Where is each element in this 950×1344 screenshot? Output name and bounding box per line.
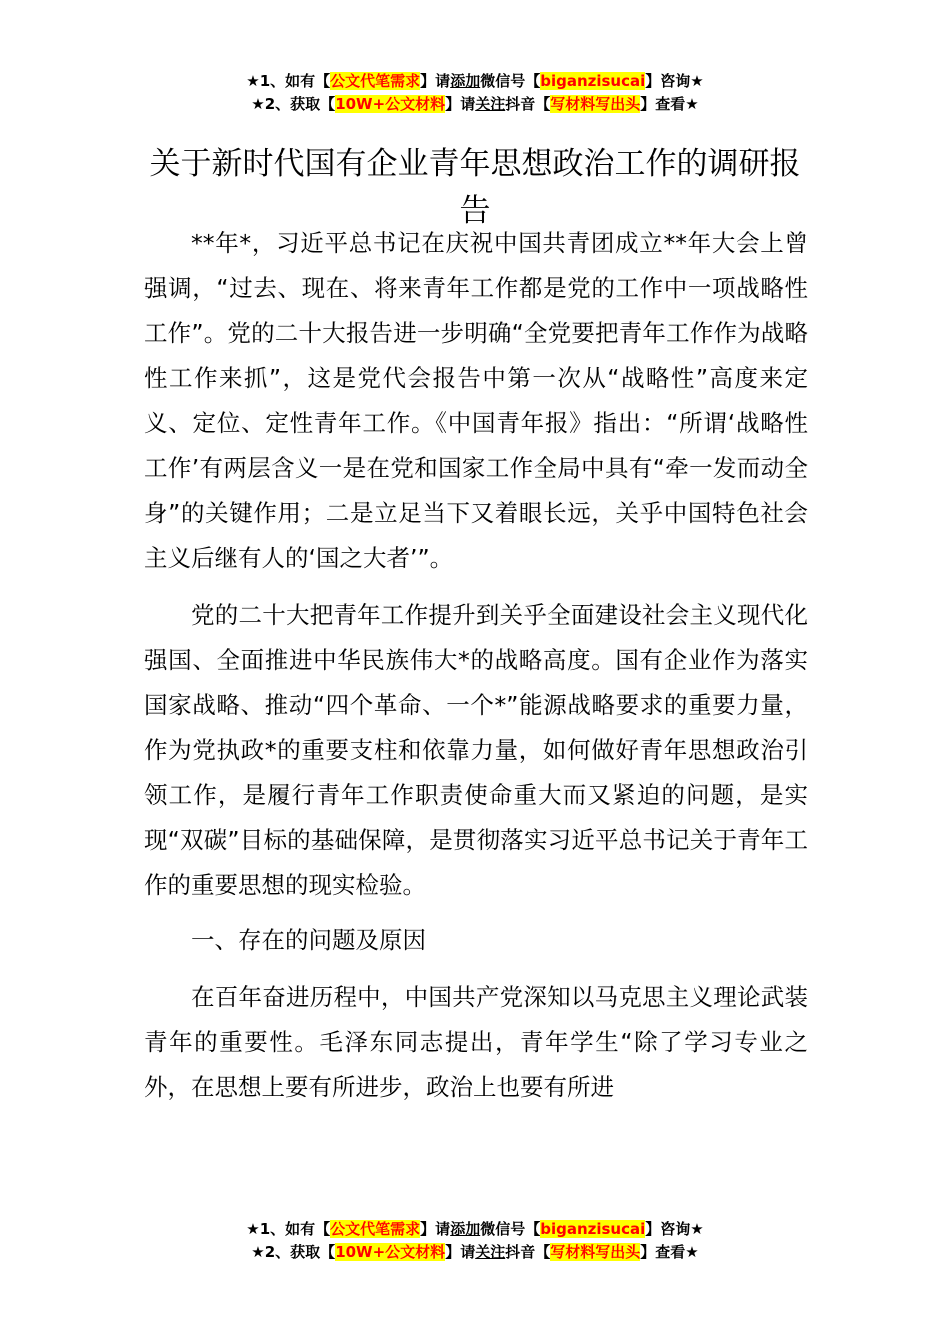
highlight-wechat-id: biganzisucai [540, 1220, 646, 1238]
promo-line-1: ★1、如有【公文代笔需求】请添加微信号【biganzisucai】咨询★ [246, 72, 704, 90]
promo-line-1: ★1、如有【公文代笔需求】请添加微信号【biganzisucai】咨询★ [246, 1220, 704, 1238]
paragraph-3: 在百年奋进历程中，中国共产党深知以马克思主义理论武装青年的重要性。毛泽东同志提出，青年学生“除了学习专业之外，在思想上要有所进步，政治上也要有所进 [144, 983, 808, 1101]
promo-banner-top [0, 70, 950, 116]
highlight-douyin: 写材料写出头 [550, 1243, 641, 1261]
document-title: 关于新时代国有企业青年思想政治工作的调研报告 [149, 145, 801, 229]
highlight-douyin: 写材料写出头 [550, 95, 641, 113]
promo-line-2: ★2、获取【10W+公文材料】请关注抖音【写材料写出头】查看★ [251, 95, 699, 113]
section-heading: 一、存在的问题及原因 [191, 926, 426, 954]
promo-banner-bottom [0, 1218, 950, 1264]
document-body [144, 221, 808, 1110]
highlight-service: 公文代笔需求 [330, 1220, 421, 1238]
paragraph-2: 党的二十大把青年工作提升到关乎全面建设社会主义现代化强国、全面推进中华民族伟大*的战略高度。国有企业作为落实国家战略、推动“四个革命、一个*”能源战略要求的重要力量，作为党执政*的重要支柱和依靠力量，如何做好青年思想政治引领工作，是履行青年工作职责使命重大而又紧迫的问题，是实现“双碳”目标的基础保障，是贯彻落实习近平总书记关于青年工作的重要思想的现实检验。 [144, 601, 808, 899]
paragraph-1: **年*，习近平总书记在庆祝中国共青团成立**年大会上曾强调，“过去、现在、将来青年工作都是党的工作中一项战略性工作”。党的二十大报告进一步明确“全党要把青年工作作为战略性工作来抓”，这是党代会报告中第一次从“战略性”高度来定义、定位、定性青年工作。《中国青年报》指出：“所谓‘战略性工作’有两层含义一是在党和国家工作全局中具有“牵一发而动全身”的关键作用；二是立足当下又着眼长远，关乎中国特色社会主义后继有人的‘国之大者’”。 [144, 229, 808, 572]
highlight-service: 公文代笔需求 [330, 72, 421, 90]
highlight-wechat-id: biganzisucai [540, 72, 646, 90]
promo-line-2: ★2、获取【10W+公文材料】请关注抖音【写材料写出头】查看★ [251, 1243, 699, 1261]
highlight-materials: 10W+公文材料 [335, 95, 446, 113]
highlight-materials: 10W+公文材料 [335, 1243, 446, 1261]
